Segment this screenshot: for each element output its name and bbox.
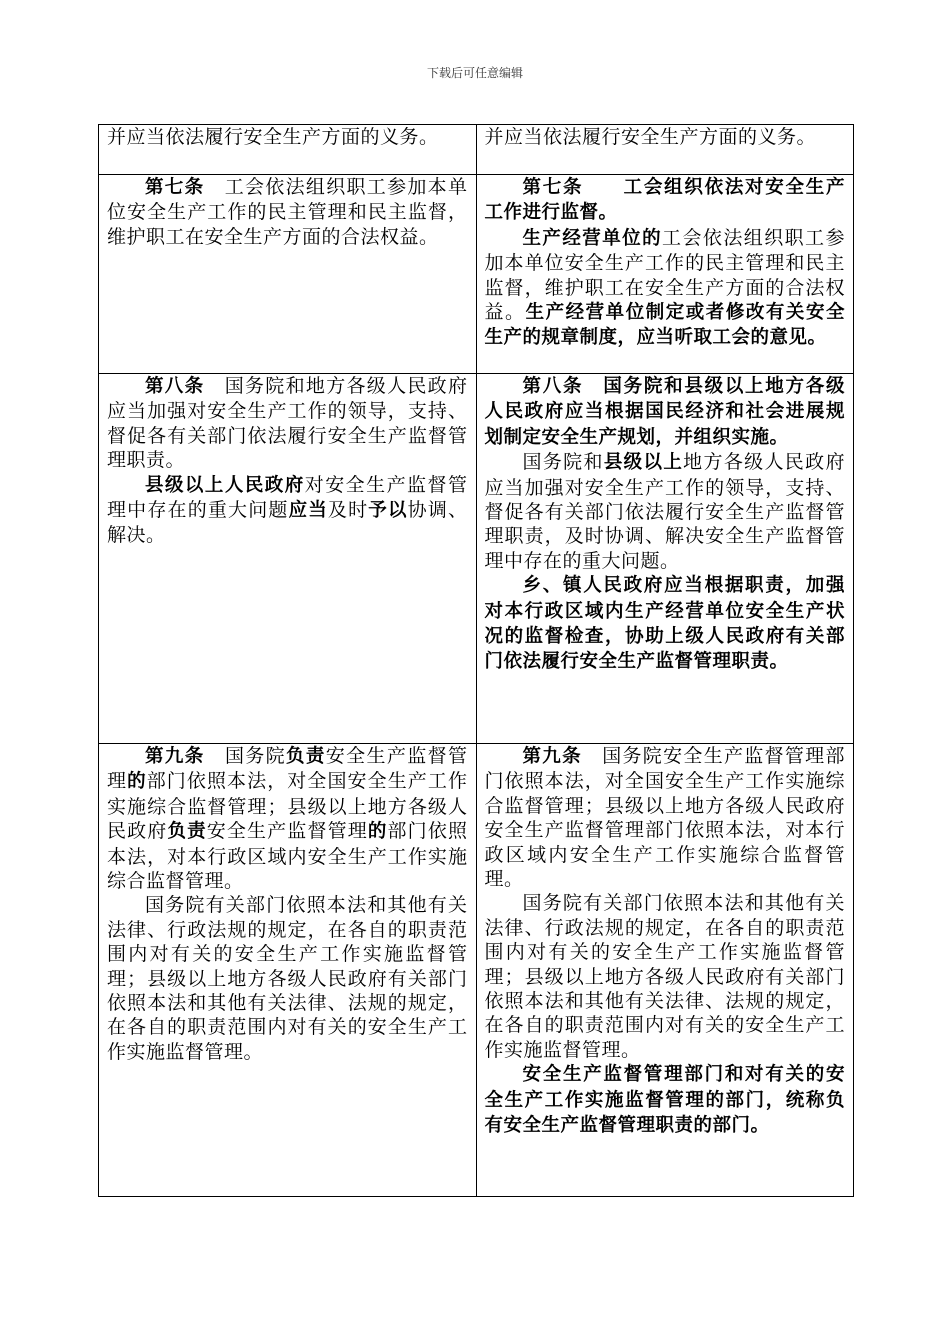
- clause-paragraph: [485, 226, 846, 351]
- old-text-cell: [99, 125, 477, 175]
- text-segment: 国务院: [204, 745, 287, 767]
- bold-text-segment: 县级以上人民政府: [145, 474, 305, 496]
- clause-paragraph: [485, 125, 846, 149]
- bold-text-segment: 生产经营单位制定或者修改有关安全生产的规章制度，应当听取工会的意见。: [484, 302, 845, 349]
- clause-paragraph: [107, 374, 468, 473]
- text-segment: 地方各级人民政府应当加强对安全生产工作的领导，支持、督促各有关部门依法履行安全生产监督管理职责，及时协调、解决安全生产监督管理中存在的重大问题。: [484, 451, 845, 572]
- table-row: [99, 175, 854, 374]
- clause-paragraph: [485, 374, 846, 450]
- new-text-cell: [476, 374, 854, 744]
- clause-paragraph: [485, 573, 846, 675]
- text-segment: 并应当依法履行安全生产方面的义务。: [107, 126, 439, 148]
- bold-text-segment: 安全生产监督管理部门和对有关的安全生产工作实施监督管理的部门，统称负有安全生产监督管理职责的部门。: [484, 1064, 845, 1137]
- page-header: 下载后可任意编辑: [426, 66, 523, 80]
- text-segment: 国务院和地方各级人民政府应当加强对安全生产工作的领导，支持、督促各有关部门依法履行安全生产监督管理职责。: [107, 375, 468, 472]
- text-segment: 及时: [327, 499, 369, 522]
- old-text-cell: [99, 175, 477, 374]
- bold-text-segment: 县级以上: [603, 452, 684, 474]
- new-text-cell: [476, 125, 854, 175]
- text-segment: 部门依照本法，对本行政区域内安全生产工作实施综合监督管理。: [107, 820, 468, 893]
- bold-text-segment: 第七条 工会组织依法对安全生产工作进行监督。: [484, 177, 845, 224]
- comparison-table: [98, 124, 854, 1197]
- clause-paragraph: [485, 450, 846, 573]
- clause-paragraph: [485, 744, 846, 891]
- text-segment: 部门依照本法，对全国安全生产工作实施综合监督管理；县级以上地方各级人民政府: [107, 770, 468, 843]
- bold-text-segment: 第八条 国务院和县级以上地方各级人民政府应当根据国民经济和社会进展规划制定安全生产规划，并组织实施。: [484, 376, 845, 448]
- table-row: [99, 744, 854, 1197]
- text-segment: 国务院和: [522, 451, 604, 474]
- text-segment: 安全生产监督管理中存在的重大问题: [107, 473, 468, 522]
- bold-text-segment: 第七条: [145, 177, 205, 198]
- bold-text-segment: 应当: [288, 500, 328, 522]
- text-segment: 工会依法组织职工参加本单位安全生产工作的民主管理和民主监督，维护职工在安全生产方面的合法权益。: [484, 226, 845, 324]
- bold-text-segment: 负责: [167, 821, 207, 843]
- text-segment: 国务院有关部门依照本法和其他有关法律、行政法规的规定，在各自的职责范围内对有关的安全生产工作实施监督管理；县级以上地方各级人民政府有关部门依照本法和其他有关法律、法规的规定，在各自的职责范围内对有关的安全生产工作实施监督管理。: [107, 894, 468, 1063]
- clause-paragraph: [107, 125, 468, 149]
- clause-paragraph: [107, 893, 468, 1064]
- old-text-cell: [99, 374, 477, 744]
- new-text-cell: [476, 744, 854, 1197]
- clause-paragraph: [485, 175, 846, 226]
- text-segment: 并应当依法履行安全生产方面的义务。: [484, 126, 817, 148]
- table-row: [99, 374, 854, 744]
- bold-text-segment: 第九条: [145, 746, 205, 767]
- clause-paragraph: [485, 1062, 846, 1138]
- old-text-cell: [99, 744, 477, 1197]
- bold-text-segment: 予以: [368, 500, 408, 522]
- text-segment: 对: [304, 473, 326, 496]
- bold-text-segment: 第九条: [522, 746, 582, 767]
- bold-text-segment: 负责: [286, 746, 326, 767]
- clause-paragraph: [485, 891, 846, 1062]
- clause-paragraph: [107, 744, 468, 893]
- comparison-table-body: [99, 125, 854, 1197]
- text-segment: 国务院有关部门依照本法和其他有关法律、行政法规的规定，在各自的职责范围内对有关的安全生产工作实施监督管理；县级以上地方各级人民政府有关部门依照本法和其他有关法律、法规的规定，在各自的职责范围内对有关的安全生产工作实施监督管理。: [484, 892, 845, 1061]
- bold-text-segment: 第八条: [145, 376, 205, 397]
- text-segment: 安全生产监督管理: [206, 820, 368, 843]
- bold-text-segment: 生产经营单位的: [522, 227, 663, 249]
- table-row: [99, 125, 854, 175]
- clause-paragraph: [107, 175, 468, 249]
- new-text-cell: [476, 175, 854, 374]
- text-segment: 安全生产监督管理: [107, 745, 468, 793]
- bold-text-segment: 乡、镇人民政府应当根据职责，加强对本行政区域内生产经营单位安全生产状况的监督检查，协助上级人民政府有关部门依法履行安全生产监督管理职责。: [484, 575, 845, 673]
- text-segment: 工会依法组织职工参加本单位安全生产工作的民主管理和民主监督，维护职工在安全生产方面的合法权益。: [107, 176, 468, 248]
- bold-text-segment: 的: [367, 821, 388, 843]
- text-segment: 国务院安全生产监督管理部门依照本法，对全国安全生产工作实施综合监督管理；县级以上地方各级人民政府安全生产监督管理部门依照本法，对本行政区域内安全生产工作实施综合监督管理。: [484, 745, 845, 891]
- bold-text-segment: 的: [127, 771, 147, 793]
- text-segment: 协调、解决。: [107, 499, 468, 547]
- clause-paragraph: [107, 473, 468, 548]
